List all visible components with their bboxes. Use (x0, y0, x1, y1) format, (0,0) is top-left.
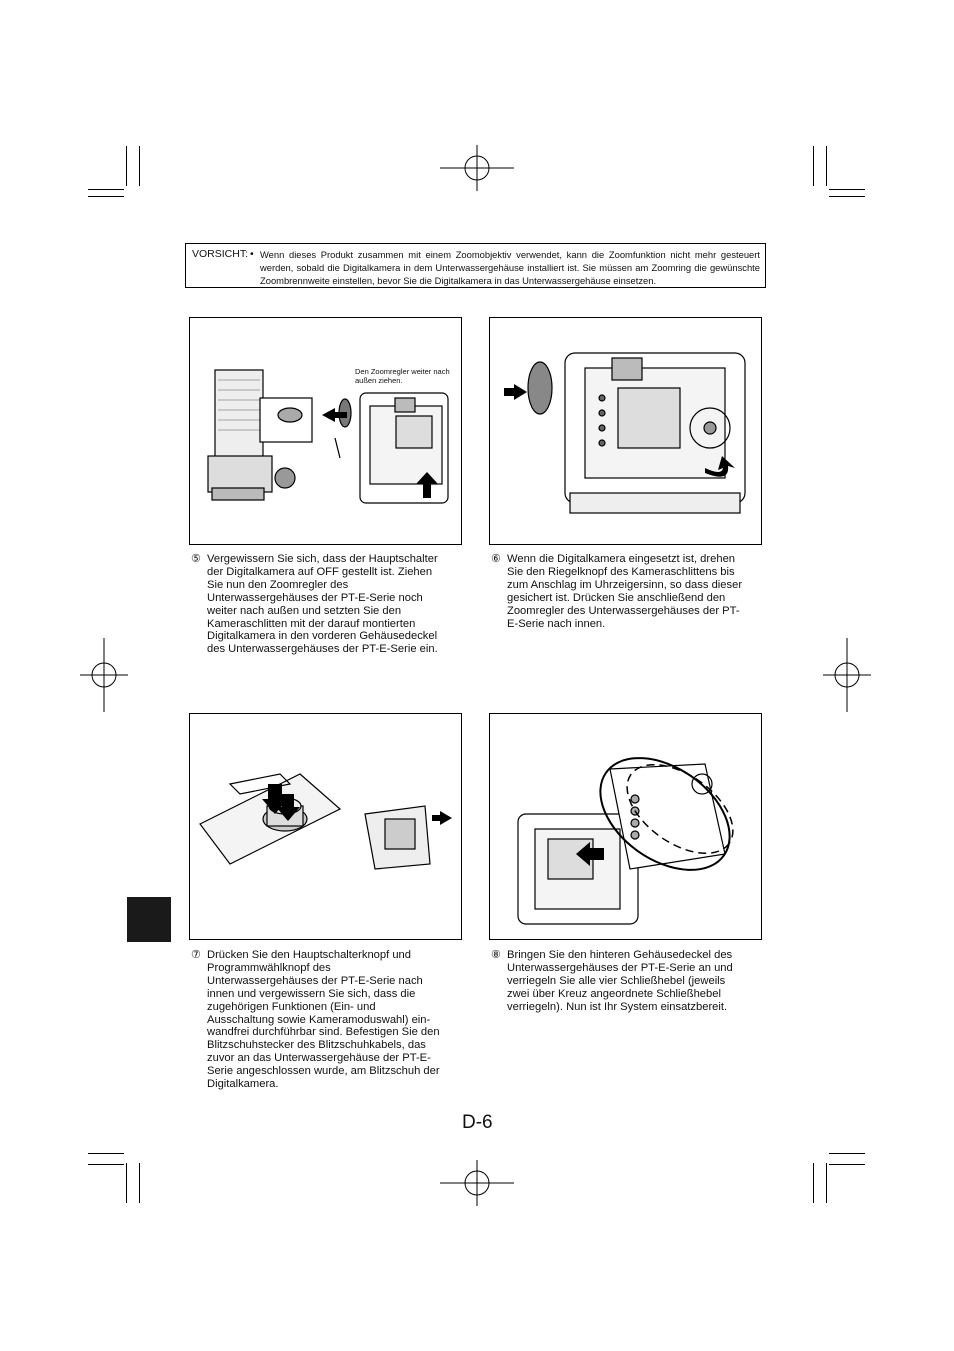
figure-lock-knob (489, 317, 762, 545)
switch-buttons-illustration (190, 714, 461, 939)
step-line: Digitalkamera in den vorderen Gehäusedeckel (207, 630, 438, 643)
figure-buttons (189, 713, 462, 940)
step-line: weiter nach außen und setzten Sie den (207, 604, 402, 617)
step-line: Programmwählknopf des (207, 961, 331, 974)
caution-text: Wenn dieses Produkt zusammen mit einem Zoomobjektiv verwendet, kann die Zoomfunktion nicht mehr gesteuert werden, sobald die Digitalkamera in dem Unterwassergehäuse installiert ist. Sie müssen am Zoomring die gewünschte Zoombrennweite einstellen, bevor Sie die Digitalkamera in das Unterwassergehäuse einsetzen. (260, 249, 760, 286)
step-line: Digitalkamera. (207, 1078, 279, 1091)
step-line: wandfrei durchführbar sind. Befestigen Sie den (207, 1026, 440, 1039)
step-line: der Digitalkamera auf OFF gestellt ist. Ziehen (207, 565, 433, 578)
rear-cover-illustration (490, 714, 761, 939)
step-line: Kameraschlitten mit der darauf montierten (207, 617, 416, 630)
step-line: Vergewissern Sie sich, dass der Hauptschalter (207, 553, 438, 565)
step-line: Blitzschuhstecker des Blitzschuhkabels, das (207, 1039, 426, 1052)
step-line: zum Anschlag im Uhrzeigersinn, so dass dieser (507, 578, 743, 591)
step-line: innen und vergewissern Sie sich, dass die (207, 987, 416, 1000)
step-number: ⑧ (491, 949, 502, 961)
figure-rear-cover (489, 713, 762, 940)
step-line: verriegeln). Nun ist Ihr System einsatzbereit. (507, 1000, 728, 1013)
housing-front-illustration (490, 318, 761, 544)
step-line: Bringen Sie den hinteren Gehäusedeckel des (507, 949, 733, 961)
figure-zoom-control (189, 317, 462, 545)
caution-bullet: • (250, 248, 254, 260)
step-line: Ausschaltung sowie Kameramoduswahl) ein- (207, 1013, 431, 1026)
step-line: Sie den Riegelknopf des Kameraschlittens bis (507, 565, 735, 578)
caution-label: VORSICHT: (192, 248, 249, 260)
step-line: zwei über Kreuz angeordnete Schließhebel (507, 987, 721, 1000)
step-line: Sie nun den Zoomregler des (207, 578, 349, 591)
step-line: zuvor an das Unterwassergehäuse der PT-E- (207, 1052, 431, 1065)
step-line: des Unterwassergehäuses der PT-E-Serie ein. (207, 643, 438, 656)
step-number: ⑥ (491, 553, 502, 565)
step-line: Unterwassergehäuses der PT-E-Serie nach (207, 974, 423, 987)
zoom-callout: Den Zoomregler weiter nach außen ziehen. (355, 367, 450, 385)
step-line: Wenn die Digitalkamera eingesetzt ist, drehen (507, 553, 736, 565)
step-line: Zoomregler des Unterwassergehäuses der PT- (507, 604, 740, 617)
step-number: ⑤ (191, 553, 202, 565)
section-tab-marker (127, 897, 171, 942)
step-line: Drücken Sie den Hauptschalterknopf und (207, 949, 411, 961)
step-line: gesichert ist. Drücken Sie anschließend den (507, 591, 726, 604)
step-line: Unterwassergehäuses der PT-E-Serie an und (507, 961, 733, 974)
step-line: zugehörigen Funktionen (Ein- und (207, 1000, 376, 1013)
step-line: Unterwassergehäuses der PT-E-Serie noch (207, 591, 423, 604)
page-number: D-6 (462, 1112, 493, 1133)
step-number: ⑦ (191, 949, 202, 961)
camera-lens-illustration (190, 318, 461, 544)
step-line: verriegeln Sie alle vier Schließhebel (jeweils (507, 974, 726, 987)
step-line: Serie angeschlossen wurde, am Blitzschuh der (207, 1065, 440, 1078)
caution-box (185, 243, 766, 288)
step-line: E-Serie nach innen. (507, 617, 606, 630)
